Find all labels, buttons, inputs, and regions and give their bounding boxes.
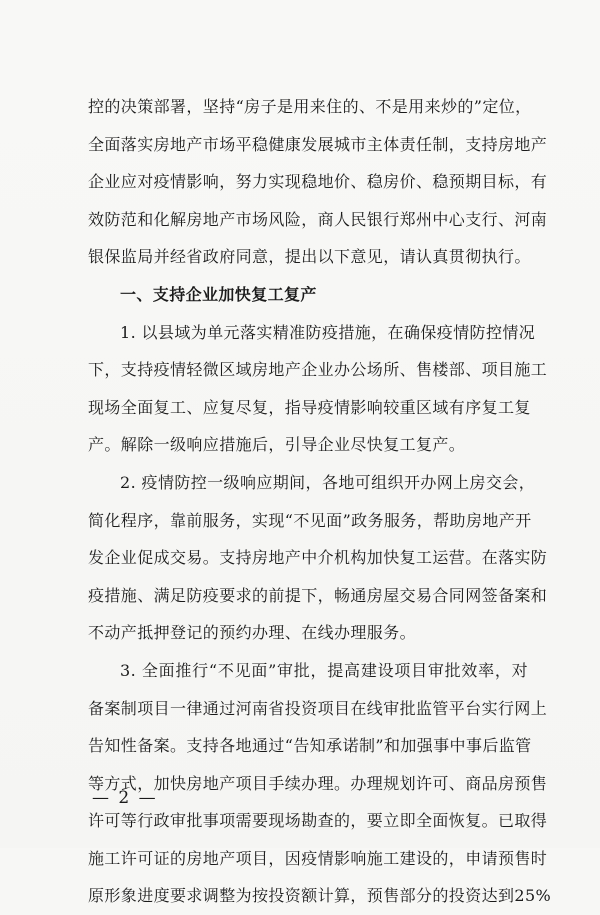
- text-line: 3. 全面推行“不见面”审批，提高建设项目审批效率，对: [120, 660, 528, 680]
- text-line: 银保监局并经省政府同意，提出以下意见，请认真贯彻执行。: [88, 247, 531, 267]
- text-line: 许可等行政审批事项需要现场勘查的，要立即全面恢复。已取得: [88, 811, 548, 831]
- text-line: 原形象进度要求调整为按投资额计算，预售部分的投资达到25%: [88, 886, 552, 906]
- text-line: 疫措施、满足防疫要求的前提下，畅通房屋交易合同网签备案和: [88, 585, 548, 605]
- text-line: 等方式，加快房地产项目手续办理。办理规划许可、商品房预售: [88, 773, 548, 793]
- text-line: 下，支持疫情轻微区域房地产企业办公场所、售楼部、项目施工: [88, 360, 548, 380]
- text-line: 不动产抵押登记的预约办理、在线办理服务。: [88, 623, 417, 643]
- section-heading: 一、支持企业加快复工复产: [120, 284, 317, 304]
- text-line: 告知性备案。支持各地通过“告知承诺制”和加强事中事后监管: [88, 736, 532, 756]
- page-number: — 2 —: [92, 788, 158, 808]
- text-line: 效防范和化解房地产市场风险，商人民银行郑州中心支行、河南: [88, 209, 548, 229]
- text-line: 简化程序，靠前服务，实现“不见面”政务服务，帮助房地产开: [88, 510, 532, 530]
- text-line: 施工许可证的房地产项目，因疫情影响施工建设的，申请预售时: [88, 848, 548, 868]
- text-line: 全面落实房地产市场平稳健康发展城市主体责任制，支持房地产: [88, 134, 548, 154]
- text-line: 1. 以县域为单元落实精准防疫措施，在确保疫情防控情况: [120, 322, 536, 342]
- text-line: 企业应对疫情影响，努力实现稳地价、稳房价、稳预期目标，有: [88, 172, 548, 192]
- text-line: 2. 疫情防控一级响应期间，各地可组织开办网上房交会，: [120, 472, 536, 492]
- text-line: 备案制项目一律通过河南省投资项目在线审批监管平台实行网上: [88, 698, 548, 718]
- text-line: 发企业促成交易。支持房地产中介机构加快复工运营。在落实防: [88, 548, 548, 568]
- text-line: 现场全面复工、应复尽复，指导疫情影响较重区域有序复工复: [88, 397, 531, 417]
- text-line: 产。解除一级响应措施后，引导企业尽快复工复产。: [88, 435, 466, 455]
- text-line: 控的决策部署，坚持“房子是用来住的、不是用来炒的”定位，: [88, 97, 532, 116]
